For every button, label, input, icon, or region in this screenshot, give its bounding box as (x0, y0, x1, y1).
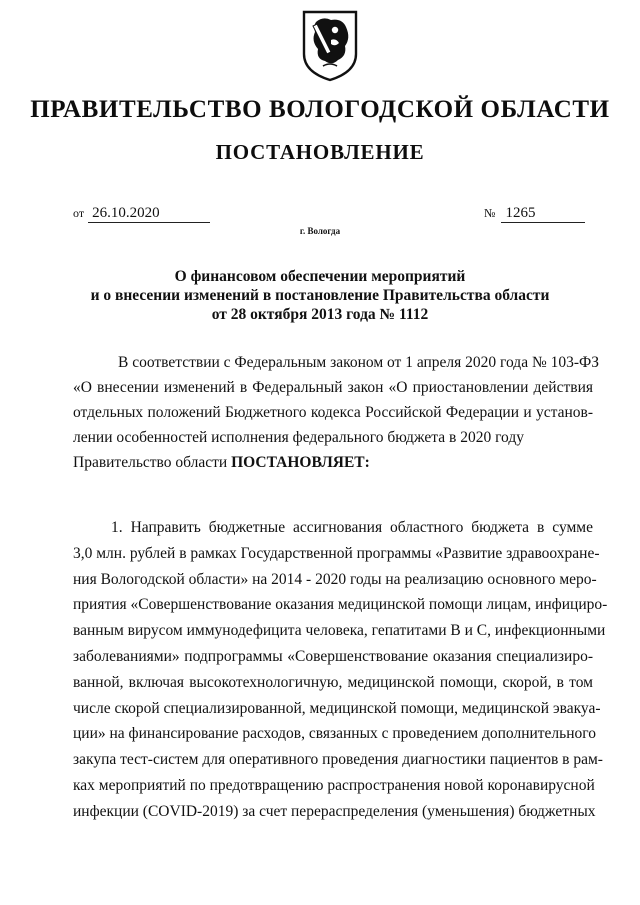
paragraph-line: числе скорой специализированной, медицинской помощи, медицинской эвакуа- (73, 699, 601, 717)
document-date-field (73, 205, 210, 223)
city-label: г. Вологда (299, 226, 341, 236)
preamble-line: отдельных положений Бюджетного кодекса Российской Федерации и установ- (73, 404, 593, 421)
document-number: 1265 (501, 205, 585, 223)
preamble (73, 350, 600, 475)
paragraph-line: ках мероприятий по предотвращению распространения новой коронавирусной (73, 776, 595, 794)
subject-line: О финансовом обеспечении мероприятий (174, 268, 466, 285)
paragraph-line: ванным вирусом иммунодефицита человека, гепатитами В и С, инфекционными (73, 622, 606, 640)
document-number-field (484, 205, 585, 223)
document-subject (60, 267, 580, 324)
preamble-line: лении особенностей исполнения федерального бюджета в 2020 году (73, 429, 524, 446)
paragraph-1 (73, 515, 608, 825)
paragraph-line: ванной, включая высокотехнологичную, медицинской помощи, скорой, в том (73, 673, 593, 691)
subject-line: и о внесении изменений в постановление Правительства области (90, 287, 550, 304)
paragraph-line: 3,0 млн. рублей в рамках Государственной программы «Развитие здравоохране- (73, 544, 600, 562)
number-prefix: № (484, 206, 496, 220)
paragraph-line: закупа тест-систем для оперативного проведения диагностики пациентов в рам- (73, 751, 603, 769)
preamble-line: В соответствии с Федеральным законом от 1 апреля 2020 года № 103-ФЗ (118, 354, 600, 371)
government-title: ПРАВИТЕЛЬСТВО ВОЛОГОДСКОЙ ОБЛАСТИ (30, 96, 610, 123)
paragraph-line: приятия «Совершенствование оказания медицинской помощи лицам, инфициро- (73, 596, 608, 614)
resolve-prefix: Правительство области (73, 454, 232, 471)
document-date: 26.10.2020 (88, 205, 210, 223)
preamble-line: «О внесении изменений в Федеральный закон «О приостановлении действия (73, 379, 593, 396)
preamble-resolution-line (73, 450, 593, 475)
paragraph-line: инфекции (COVID-2019) за счет перераспределения (уменьшения) бюджетных (73, 802, 596, 820)
paragraph-line: ния Вологодской области» на 2014 - 2020 годы на реализацию основного меро- (73, 570, 597, 588)
document-type: ПОСТАНОВЛЕНИЕ (215, 140, 425, 164)
paragraph-line: заболеваниями» подпрограммы «Совершенствование оказания специализиро- (73, 647, 593, 665)
resolve-keyword: ПОСТАНОВЛЯЕТ: (231, 454, 370, 471)
subject-line: от 28 октября 2013 года № 1112 (211, 306, 429, 323)
paragraph-line: ции» на финансирование расходов, связанных с проведением дополнительного (73, 725, 597, 743)
coat-of-arms-icon (301, 10, 359, 82)
paragraph-line: 1. Направить бюджетные ассигнования областного бюджета в сумме (111, 519, 593, 536)
date-prefix: от (73, 206, 85, 220)
